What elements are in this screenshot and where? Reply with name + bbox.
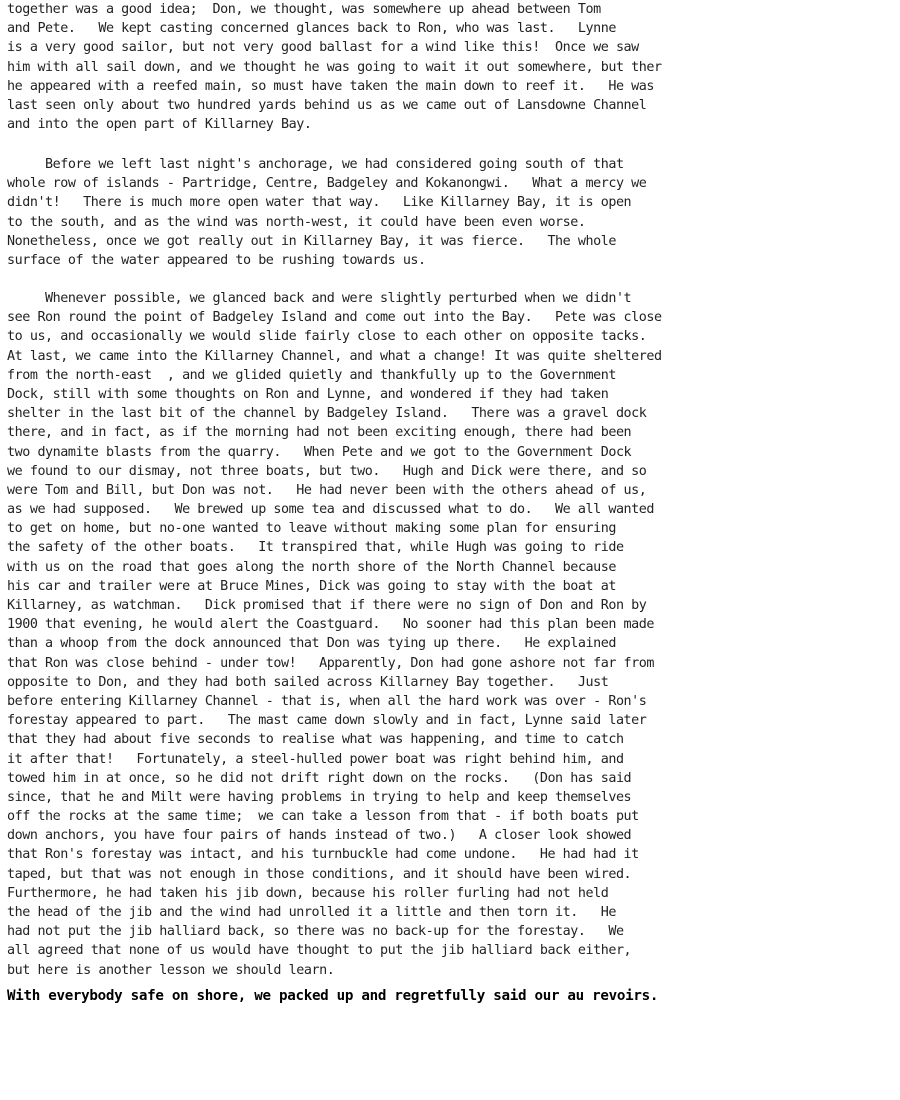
text-line: all agreed that none of us would have thought to put the jib halliard back either, bbox=[7, 943, 632, 959]
text-line: Furthermore, he had taken his jib down, because his roller furling had not held bbox=[7, 885, 609, 901]
paragraph-2 bbox=[0, 155, 900, 270]
text-line: since, that he and Milt were having problems in trying to help and keep themselves bbox=[7, 789, 632, 805]
text-line: were Tom and Bill, but Don was not. He had never been with the others ahead of us, bbox=[7, 482, 647, 498]
text-line: Whenever possible, we glanced back and were slightly perturbed when we didn't bbox=[7, 291, 632, 306]
text-line: off the rocks at the same time; we can take a lesson from that - if both boats put bbox=[7, 809, 639, 825]
text-line: to us, and occasionally we would slide fairly close to each other on opposite tacks. bbox=[7, 329, 647, 345]
text-line: see Ron round the point of Badgeley Island and come out into the Bay. Pete was close bbox=[7, 310, 662, 326]
text-line: that Ron was close behind - under tow! Apparently, Don had gone ashore not far from bbox=[7, 655, 655, 671]
paragraph-1 bbox=[0, 0, 900, 134]
text-line: taped, but that was not enough in those conditions, and it should have been wired. bbox=[7, 866, 632, 882]
text-line: the head of the jib and the wind had unrolled it a little and then torn it. He bbox=[7, 905, 616, 920]
text-line: but here is another lesson we should learn. bbox=[7, 962, 335, 978]
text-line: 1900 that evening, he would alert the Coastguard. No sooner had this plan been made bbox=[7, 617, 655, 633]
text-line: than a whoop from the dock announced that Don was tying up there. He explained bbox=[7, 636, 616, 652]
text-line: to get on home, but no-one wanted to leave without making some plan for ensuring bbox=[7, 521, 616, 537]
final-sentence: With everybody safe on shore, we packed up and regretfully said our au revoirs. bbox=[7, 988, 659, 1004]
text-line: and Pete. We kept casting concerned glances back to Ron, who was last. Lynne bbox=[7, 21, 616, 37]
paragraph-3 bbox=[0, 289, 900, 980]
text-line: had not put the jib halliard back, so there was no back-up for the forestay. We bbox=[7, 924, 624, 940]
text-line: towed him in at once, so he did not drift right down on the rocks. (Don has said bbox=[7, 770, 632, 786]
text-line: there, and in fact, as if the morning had not been exciting enough, there had been bbox=[7, 425, 632, 441]
text-line: forestay appeared to part. The mast came down slowly and in fact, Lynne said later bbox=[7, 713, 647, 729]
text-line: we found to our dismay, not three boats, but two. Hugh and Dick were there, and so bbox=[7, 463, 647, 479]
text-line: opposite to Don, and they had both sailed across Killarney Bay together. Just bbox=[7, 674, 609, 690]
text-line: it after that! Fortunately, a steel-hulled power boat was right behind him, and bbox=[7, 751, 624, 767]
text-line: from the north-east , and we glided quietly and thankfully up to the Government bbox=[7, 367, 616, 383]
text-line: his car and trailer were at Bruce Mines, Dick was going to stay with the boat at bbox=[7, 578, 616, 594]
text-line: At last, we came into the Killarney Channel, and what a change! It was quite sheltered bbox=[7, 348, 662, 364]
text-line: shelter in the last bit of the channel by Badgeley Island. There was a gravel dock bbox=[7, 406, 647, 422]
text-line: and into the open part of Killarney Bay. bbox=[7, 117, 312, 133]
text-line: down anchors, you have four pairs of hands instead of two.) A closer look showed bbox=[7, 828, 632, 844]
text-line: him with all sail down, and we thought he was going to wait it out somewhere, but ther bbox=[7, 59, 662, 75]
text-line: Nonetheless, once we got really out in Killarney Bay, it was fierce. The whole bbox=[7, 233, 616, 249]
text-line: to the south, and as the wind was north-west, it could have been even worse. bbox=[7, 214, 586, 230]
text-line: didn't! There is much more open water that way. Like Killarney Bay, it is open bbox=[7, 195, 632, 211]
text-line: Dock, still with some thoughts on Ron and Lynne, and wondered if they had taken bbox=[7, 386, 609, 402]
text-line: whole row of islands - Partridge, Centre, Badgeley and Kokanongwi. What a mercy we bbox=[7, 176, 647, 192]
text-line: as we had supposed. We brewed up some tea and discussed what to do. We all wanted bbox=[7, 502, 655, 518]
text-line: surface of the water appeared to be rushing towards us. bbox=[7, 252, 426, 268]
text-line: the safety of the other boats. It transpired that, while Hugh was going to ride bbox=[7, 540, 624, 556]
text-line: together was a good idea; Don, we thought, was somewhere up ahead between Tom bbox=[7, 2, 601, 17]
text-line: Killarney, as watchman. Dick promised that if there were no sign of Don and Ron by bbox=[7, 598, 647, 613]
text-line: that Ron's forestay was intact, and his turnbuckle had come undone. He had had it bbox=[7, 847, 639, 863]
text-line: with us on the road that goes along the north shore of the North Channel because bbox=[7, 559, 616, 575]
text-line: two dynamite blasts from the quarry. When Pete and we got to the Government Dock bbox=[7, 444, 632, 460]
text-line: before entering Killarney Channel - that is, when all the hard work was over - Ron's bbox=[7, 693, 647, 709]
text-line: is a very good sailor, but not very good ballast for a wind like this! Once we saw bbox=[7, 40, 639, 56]
text-line: he appeared with a reefed main, so must have taken the main down to reef it. He was bbox=[7, 78, 655, 94]
text-line: last seen only about two hundred yards behind us as we came out of Lansdowne Channel bbox=[7, 97, 647, 113]
text-line: that they had about five seconds to realise what was happening, and time to catch bbox=[7, 732, 624, 748]
text-line: Before we left last night's anchorage, we had considered going south of that bbox=[7, 157, 624, 172]
